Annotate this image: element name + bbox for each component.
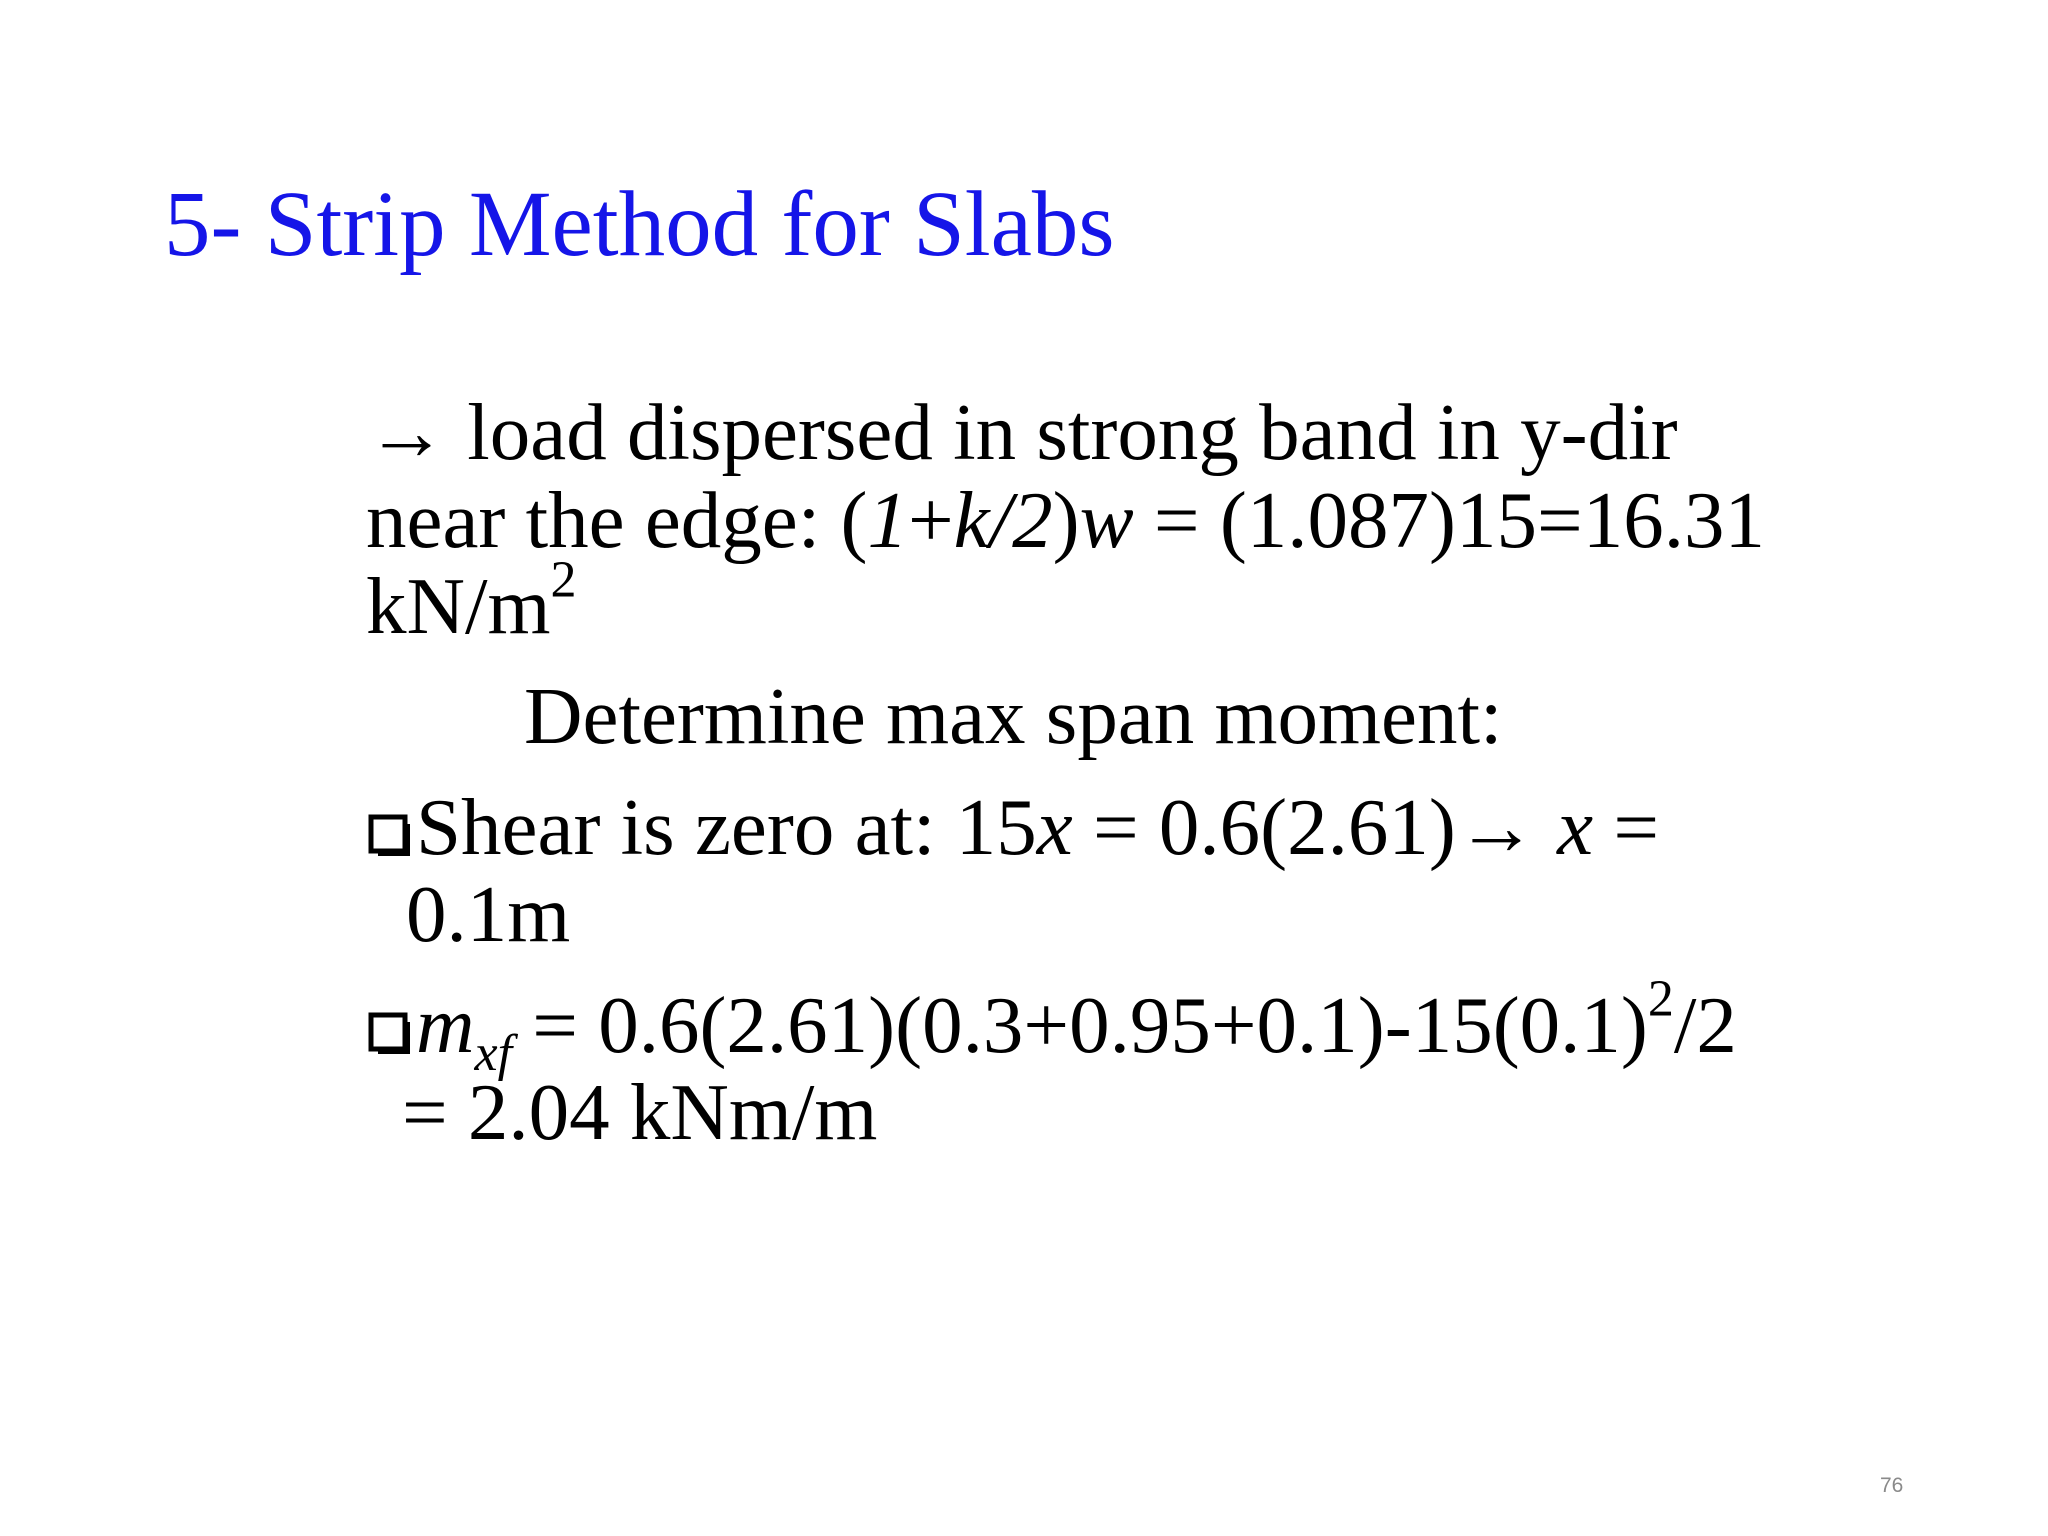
checkbox-bullet-icon (366, 1010, 410, 1054)
line1-text: load dispersed in strong band in y-dir (447, 387, 1678, 477)
bullet1-text-b: = 0.6(2.61) (1072, 782, 1456, 872)
slide-title: 5- Strip Method for Slabs (164, 173, 1115, 276)
unit-exponent: 2 (550, 551, 577, 609)
checkbox-bullet-icon (366, 812, 410, 856)
bullet-moment (366, 970, 1737, 1083)
bullet2-m: m (416, 980, 475, 1070)
bullet2-subscript: xf (474, 1025, 513, 1083)
line2-prefix: near the edge: ( (366, 475, 868, 565)
bullet2-exponent: 2 (1647, 970, 1674, 1028)
bullet-shear-cont: 0.1m (406, 869, 571, 959)
unit-text: kN/m (366, 561, 551, 651)
line2-close: ) (1052, 475, 1080, 565)
bullet2-text-a: = 0.6(2.61)(0.3+0.95+0.1)-15(0.1) (512, 980, 1648, 1070)
arrow-right-icon: → (366, 387, 447, 477)
arrow-right-icon: → (1455, 782, 1537, 872)
line2-w: w (1079, 475, 1134, 565)
line-determine: Determine max span moment: (524, 671, 1503, 761)
line2-one: 1 (867, 475, 908, 565)
line2-suffix: = (1.087)15=16.31 (1133, 475, 1765, 565)
page-number: 76 (1880, 1474, 1904, 1497)
bullet1-text-a: Shear is zero at: 15 (416, 782, 1037, 872)
line-unit (366, 551, 577, 651)
bullet-shear (366, 782, 1660, 872)
bullet1-text-c: = (1593, 782, 1660, 872)
line2-plus: + (907, 475, 954, 565)
bullet1-x2: x (1536, 782, 1594, 872)
line-load-dispersed (366, 387, 1678, 477)
line-near-edge (366, 475, 1765, 565)
bullet1-x1: x (1036, 782, 1073, 872)
bullet2-text-b: /2 (1673, 980, 1737, 1070)
line2-k-over-2: k/2 (953, 475, 1053, 565)
bullet-moment-cont: = 2.04 kNm/m (402, 1067, 878, 1157)
